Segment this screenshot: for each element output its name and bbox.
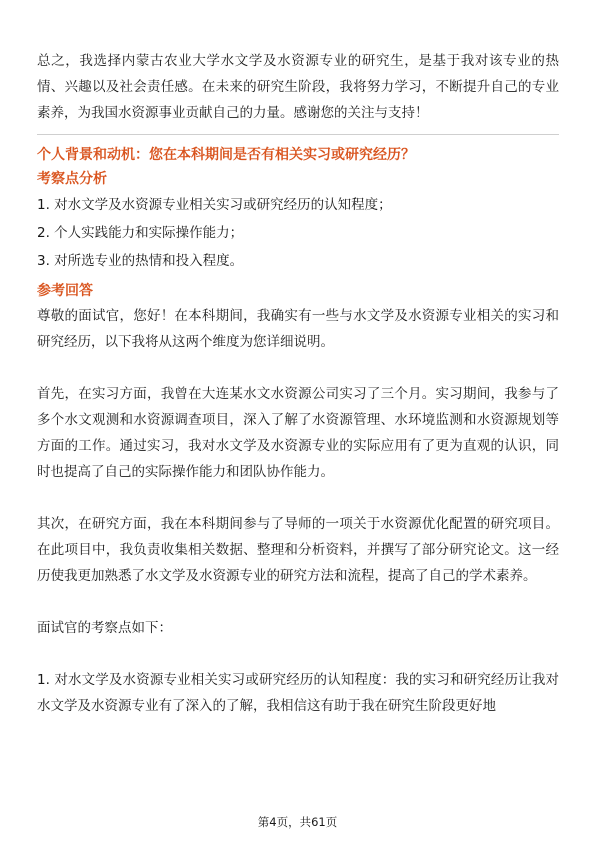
paragraph-gap bbox=[37, 485, 559, 511]
answer-paragraph: 1. 对水文学及水资源专业相关实习或研究经历的认知程度：我的实习和研究经历让我对水文学及水资源专业有了深入的了解，我相信这有助于我在研究生阶段更好地 bbox=[37, 672, 559, 714]
paragraph-gap bbox=[37, 641, 559, 667]
analysis-heading: 考察点分析 bbox=[37, 171, 107, 187]
answer-heading: 参考回答 bbox=[37, 283, 93, 299]
intro-paragraph: 总之，我选择内蒙古农业大学水文学及水资源专业的研究生，是基于我对该专业的热情、兴趣以及社会责任感。在未来的研究生阶段，我将努力学习，不断提升自己的专业素养，为我国水资源事业贡献自己的力量。感谢您的关注与支持！ bbox=[37, 53, 559, 121]
analysis-point-list bbox=[37, 191, 559, 275]
paragraph-gap bbox=[37, 589, 559, 615]
page-content bbox=[37, 48, 559, 719]
answer-paragraph: 面试官的考察点如下： bbox=[37, 620, 172, 636]
answer-paragraph: 尊敬的面试官，您好！在本科期间，我确实有一些与水文学及水资源专业相关的实习和研究经历，以下我将从这两个维度为您详细说明。 bbox=[37, 308, 559, 350]
section-divider bbox=[37, 134, 559, 135]
analysis-point: 2. 个人实践能力和实际操作能力； bbox=[37, 225, 244, 241]
question-heading: 个人背景和动机：您在本科期间是否有相关实习或研究经历？ bbox=[37, 147, 415, 163]
page-number-footer: 第4页，共61页 bbox=[257, 815, 338, 829]
analysis-point: 1. 对水文学及水资源专业相关实习或研究经历的认知程度； bbox=[37, 197, 392, 213]
analysis-point: 3. 对所选专业的热情和投入程度。 bbox=[37, 253, 244, 269]
paragraph-gap bbox=[37, 355, 559, 381]
answer-paragraph: 首先，在实习方面，我曾在大连某水文水资源公司实习了三个月。实习期间，我参与了多个水文观测和水资源调查项目，深入了解了水资源管理、水环境监测和水资源规划等方面的工作。通过实习，我对水文学及水资源专业的实际应用有了更为直观的认识，同时也提高了自己的实际操作能力和团队协作能力。 bbox=[37, 386, 559, 480]
answer-paragraph: 其次，在研究方面，我在本科期间参与了导师的一项关于水资源优化配置的研究项目。在此项目中，我负责收集相关数据、整理和分析资料，并撰写了部分研究论文。这一经历使我更加熟悉了水文学及水资源专业的研究方法和流程，提高了自己的学术素养。 bbox=[37, 516, 559, 584]
